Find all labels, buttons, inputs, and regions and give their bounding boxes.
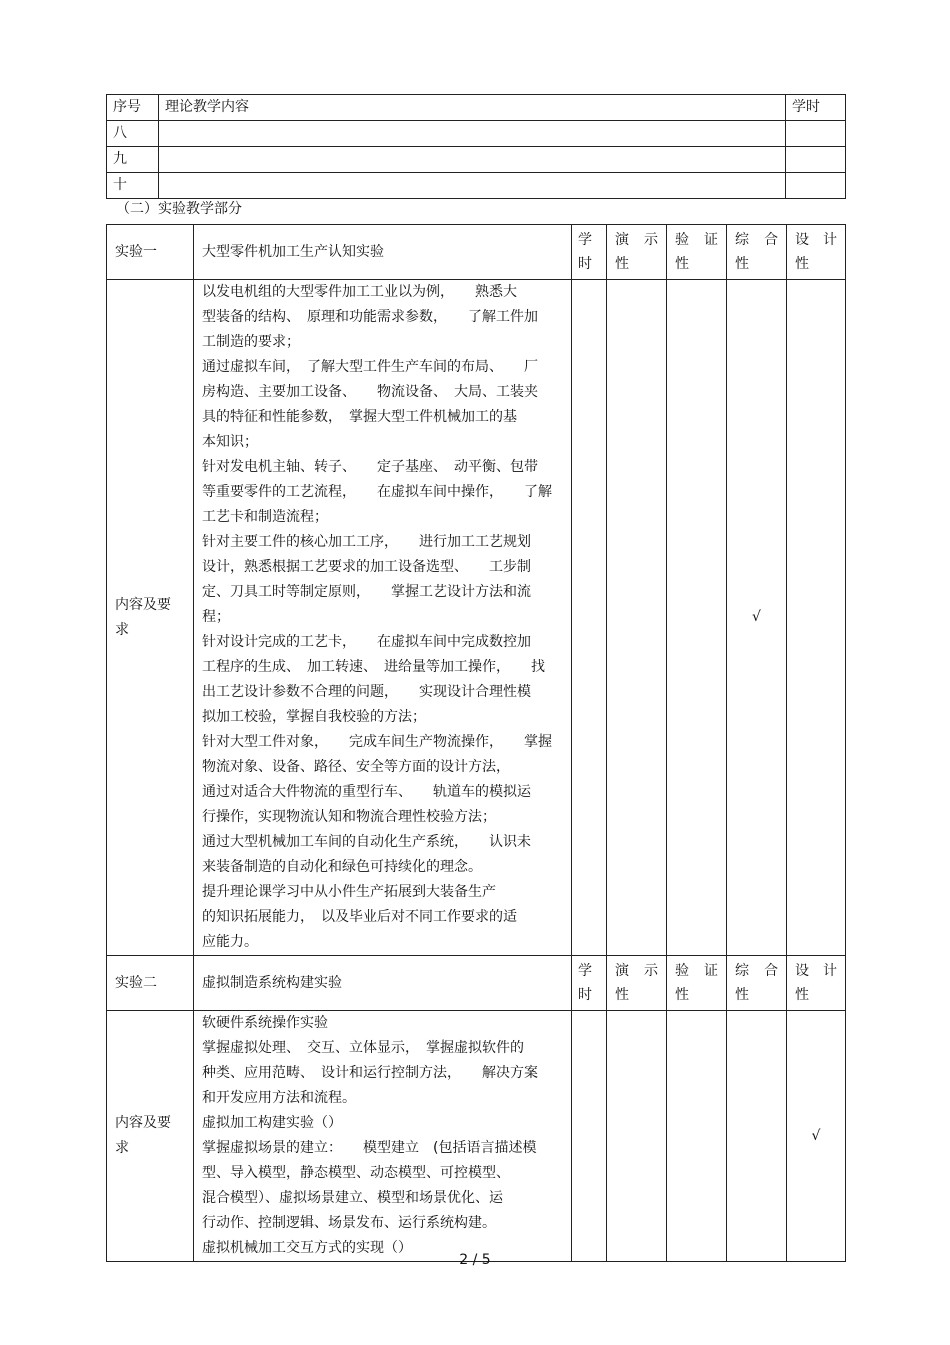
experiment-2-label: 实验二 bbox=[107, 956, 194, 1011]
content-line: 程； bbox=[202, 609, 230, 625]
content-line: 物流对象、设备、路径、安全等方面的设计方法， bbox=[202, 759, 510, 775]
theory-table bbox=[106, 94, 846, 199]
content-line: 掌握虚拟处理、 交互、立体显示， 掌握虚拟软件的 bbox=[202, 1040, 524, 1056]
theory-row-no: 十 bbox=[107, 173, 159, 199]
col-header-hours-line2: 时 bbox=[578, 987, 592, 1003]
experiment-1-content-row bbox=[107, 280, 846, 956]
content-line: 掌握虚拟场景的建立： 模型建立 (包括语言描述模 bbox=[202, 1140, 537, 1156]
experiment-1-hours bbox=[572, 280, 607, 956]
content-line: 应能力。 bbox=[202, 934, 258, 950]
col-header-hours-line2: 时 bbox=[578, 256, 592, 272]
experiment-1-content-lines bbox=[202, 280, 563, 955]
col-header-comprehensive bbox=[727, 225, 787, 280]
content-line: 设计，熟悉根据工艺要求的加工设备选型、 工步制 bbox=[202, 559, 531, 575]
content-line: 通过对适合大件物流的重型行车、 轨道车的模拟运 bbox=[202, 784, 531, 800]
content-line: 和开发应用方法和流程。 bbox=[202, 1090, 356, 1106]
experiment-1-comprehensive-check: √ bbox=[727, 280, 787, 956]
experiment-1-req-label-line1: 内容及要 bbox=[115, 596, 171, 613]
theory-header-no: 序号 bbox=[107, 95, 159, 121]
theory-row bbox=[107, 121, 846, 147]
experiment-2-demo bbox=[607, 1011, 667, 1262]
content-line: 行动作、控制逻辑、场景发布、运行系统构建。 bbox=[202, 1215, 496, 1231]
content-line: 针对大型工件对象， 完成车间生产物流操作， 掌握 bbox=[202, 734, 552, 750]
col-header-design bbox=[787, 225, 846, 280]
col-header-demo-line1: 演示 bbox=[615, 963, 658, 979]
experiment-2-comprehensive bbox=[727, 1011, 787, 1262]
theory-row-hours bbox=[786, 147, 846, 173]
col-header-verify bbox=[667, 225, 727, 280]
section-title: （二）实验教学部分 bbox=[116, 201, 242, 217]
content-line: 来装备制造的自动化和绿色可持续化的理念。 bbox=[202, 859, 482, 875]
page-number: 2 / 5 bbox=[459, 1252, 491, 1268]
experiment-1-label: 实验一 bbox=[107, 225, 194, 280]
col-header-design bbox=[787, 956, 846, 1011]
col-header-verify bbox=[667, 956, 727, 1011]
experiment-2-verify bbox=[667, 1011, 727, 1262]
experiment-2-content-row bbox=[107, 1011, 846, 1262]
col-header-comprehensive-line1: 综合 bbox=[735, 232, 778, 248]
experiment-2-content bbox=[194, 1011, 572, 1262]
theory-row-no: 九 bbox=[107, 147, 159, 173]
col-header-demo-line2: 性 bbox=[615, 987, 629, 1003]
content-line: 工艺卡和制造流程； bbox=[202, 509, 328, 525]
content-line: 工程序的生成、 加工转速、 进给量等加工操作， 找 bbox=[202, 659, 545, 675]
content-line: 拟加工校验，掌握自我校验的方法； bbox=[202, 709, 426, 725]
content-line: 针对主要工件的核心加工工序， 进行加工工艺规划 bbox=[202, 534, 531, 550]
content-line: 出工艺设计参数不合理的问题， 实现设计合理性模 bbox=[202, 684, 531, 700]
experiment-2-req-label-line2: 求 bbox=[115, 1140, 129, 1156]
content-line: 型装备的结构、 原理和功能需求参数， 了解工件加 bbox=[202, 309, 538, 325]
theory-row-content bbox=[159, 147, 786, 173]
content-line: 以发电机组的大型零件加工工业以为例， 熟悉大 bbox=[202, 284, 517, 300]
content-line: 行操作，实现物流认知和物流合理性校验方法； bbox=[202, 809, 496, 825]
theory-row bbox=[107, 173, 846, 199]
content-line: 型、导入模型，静态模型、动态模型、可控模型、 bbox=[202, 1165, 510, 1181]
content-line: 虚拟机械加工交互方式的实现（） bbox=[202, 1240, 412, 1256]
content-line: 通过虚拟车间， 了解大型工件生产车间的布局、 厂 bbox=[202, 359, 538, 375]
experiment-2-content-lines bbox=[202, 1011, 563, 1261]
col-header-comprehensive-line2: 性 bbox=[735, 256, 749, 272]
experiment-2-header-row bbox=[107, 956, 846, 1011]
content-line: 定、刀具工时等制定原则， 掌握工艺设计方法和流 bbox=[202, 584, 531, 600]
theory-row-content bbox=[159, 121, 786, 147]
content-line: 等重要零件的工艺流程， 在虚拟车间中操作， 了解 bbox=[202, 484, 552, 500]
content-line: 具的特征和性能参数， 掌握大型工件机械加工的基 bbox=[202, 409, 517, 425]
content-line: 软硬件系统操作实验 bbox=[202, 1015, 328, 1031]
col-header-design-line2: 性 bbox=[795, 256, 809, 272]
experiment-2-req-label bbox=[107, 1011, 194, 1262]
col-header-verify-line1: 验证 bbox=[675, 232, 718, 248]
col-header-hours-line1: 学 bbox=[578, 232, 592, 248]
col-header-demo-line1: 演示 bbox=[615, 232, 658, 248]
col-header-demo bbox=[607, 225, 667, 280]
col-header-comprehensive-line2: 性 bbox=[735, 987, 749, 1003]
content-line: 针对发电机主轴、转子、 定子基座、 动平衡、包带 bbox=[202, 459, 538, 475]
col-header-hours bbox=[572, 225, 607, 280]
theory-header-hours: 学时 bbox=[786, 95, 846, 121]
content-line: 工制造的要求； bbox=[202, 334, 300, 350]
theory-header-content: 理论教学内容 bbox=[159, 95, 786, 121]
col-header-design-line2: 性 bbox=[795, 987, 809, 1003]
theory-row-hours bbox=[786, 121, 846, 147]
content-line: 的知识拓展能力， 以及毕业后对不同工作要求的适 bbox=[202, 909, 517, 925]
col-header-hours-line1: 学 bbox=[578, 963, 592, 979]
experiment-1-req-label bbox=[107, 280, 194, 956]
content-line: 针对设计完成的工艺卡， 在虚拟车间中完成数控加 bbox=[202, 634, 531, 650]
experiment-1-title: 大型零件机加工生产认知实验 bbox=[194, 225, 572, 280]
col-header-demo-line2: 性 bbox=[615, 256, 629, 272]
experiment-1-demo bbox=[607, 280, 667, 956]
experiment-2-hours bbox=[572, 1011, 607, 1262]
experiment-1-req-label-line2: 求 bbox=[115, 621, 129, 638]
experiment-1-content bbox=[194, 280, 572, 956]
theory-row-no: 八 bbox=[107, 121, 159, 147]
content-line: 提升理论课学习中从小件生产拓展到大装备生产 bbox=[202, 884, 496, 900]
experiment-2-req-label-line1: 内容及要 bbox=[115, 1115, 171, 1131]
col-header-verify-line1: 验证 bbox=[675, 963, 718, 979]
content-line: 本知识； bbox=[202, 434, 258, 450]
theory-header-row bbox=[107, 95, 846, 121]
theory-row-hours bbox=[786, 173, 846, 199]
col-header-comprehensive bbox=[727, 956, 787, 1011]
col-header-comprehensive-line1: 综合 bbox=[735, 963, 778, 979]
experiment-1-header-row bbox=[107, 225, 846, 280]
col-header-design-line1: 设计 bbox=[795, 963, 837, 979]
theory-row-content bbox=[159, 173, 786, 199]
col-header-verify-line2: 性 bbox=[675, 256, 689, 272]
content-line: 虚拟加工构建实验（） bbox=[202, 1115, 342, 1131]
experiment-table bbox=[106, 224, 846, 1262]
col-header-hours bbox=[572, 956, 607, 1011]
content-line: 种类、应用范畴、 设计和运行控制方法， 解决方案 bbox=[202, 1065, 538, 1081]
content-line: 通过大型机械加工车间的自动化生产系统， 认识未 bbox=[202, 834, 531, 850]
col-header-demo bbox=[607, 956, 667, 1011]
experiment-2-design-check: √ bbox=[787, 1011, 846, 1262]
content-line: 房构造、主要加工设备、 物流设备、 大局、工装夹 bbox=[202, 384, 538, 400]
content-line: 混合模型）、虚拟场景建立、模型和场景优化、运 bbox=[202, 1190, 503, 1206]
col-header-design-line1: 设计 bbox=[795, 232, 837, 248]
col-header-verify-line2: 性 bbox=[675, 987, 689, 1003]
experiment-1-design bbox=[787, 280, 846, 956]
experiment-1-verify bbox=[667, 280, 727, 956]
theory-row bbox=[107, 147, 846, 173]
experiment-2-title: 虚拟制造系统构建实验 bbox=[194, 956, 572, 1011]
